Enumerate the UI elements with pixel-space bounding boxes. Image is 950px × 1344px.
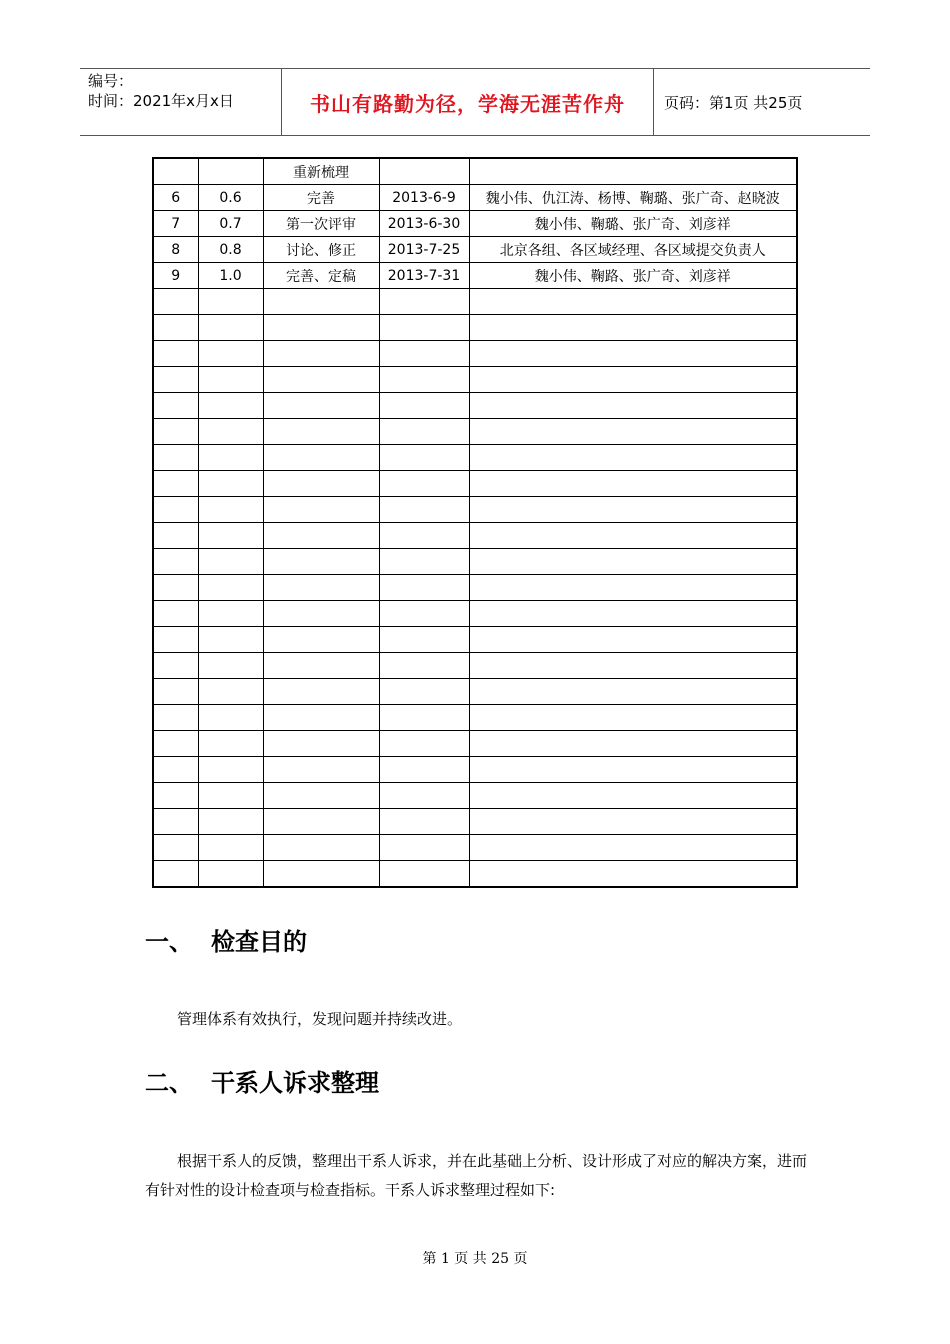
table-cell <box>153 705 198 731</box>
table-row <box>153 289 797 315</box>
table-cell <box>153 783 198 809</box>
table-cell: 2013-6-30 <box>379 211 469 237</box>
table-row <box>153 809 797 835</box>
table-cell <box>153 341 198 367</box>
table-cell <box>469 757 797 783</box>
table-cell <box>379 809 469 835</box>
table-cell <box>153 575 198 601</box>
table-cell <box>153 601 198 627</box>
table-cell <box>379 653 469 679</box>
table-cell <box>469 627 797 653</box>
table-cell <box>469 861 797 888</box>
table-cell <box>198 653 263 679</box>
table-cell <box>198 393 263 419</box>
table-cell <box>198 601 263 627</box>
table-cell <box>469 445 797 471</box>
table-cell <box>263 705 379 731</box>
table-cell <box>379 601 469 627</box>
table-cell: 1.0 <box>198 263 263 289</box>
table-cell <box>153 731 198 757</box>
table-row <box>153 393 797 419</box>
table-cell <box>153 445 198 471</box>
table-cell <box>263 601 379 627</box>
table-row <box>153 185 797 211</box>
section-1-title: 检查目的 <box>211 928 307 956</box>
table-cell <box>153 653 198 679</box>
table-row <box>153 523 797 549</box>
table-row <box>153 315 797 341</box>
table-row <box>153 263 797 289</box>
table-cell <box>469 289 797 315</box>
table-cell <box>263 315 379 341</box>
table-cell <box>263 289 379 315</box>
header-page-info: 页码：第1页 共25页 <box>664 93 803 112</box>
section-2-text: 根据干系人的反馈，整理出干系人诉求，并在此基础上分析、设计形成了对应的解决方案，进而有针对性的设计检查项与检查指标。干系人诉求整理过程如下: <box>145 1152 808 1199</box>
table-cell <box>263 497 379 523</box>
section-1-text: 管理体系有效执行，发现问题并持续改进。 <box>177 1010 463 1028</box>
table-cell: 8 <box>153 237 198 263</box>
table-cell <box>198 627 263 653</box>
table-cell <box>379 341 469 367</box>
table-cell: 0.6 <box>198 185 263 211</box>
table-row <box>153 835 797 861</box>
table-cell <box>379 393 469 419</box>
table-cell <box>263 549 379 575</box>
table-cell: 第一次评审 <box>263 211 379 237</box>
table-cell <box>379 549 469 575</box>
table-cell: 0.7 <box>198 211 263 237</box>
table-cell <box>198 367 263 393</box>
section-1-heading <box>145 922 307 957</box>
table-cell <box>153 315 198 341</box>
table-cell <box>263 419 379 445</box>
table-cell: 2013-6-9 <box>379 185 469 211</box>
table-cell: 讨论、修正 <box>263 237 379 263</box>
table-cell <box>379 861 469 888</box>
table-cell: 魏小伟、鞠璐、张广奇、刘彦祥 <box>469 211 797 237</box>
section-2-heading <box>145 1063 379 1098</box>
table-cell <box>263 393 379 419</box>
table-cell <box>263 367 379 393</box>
table-cell <box>379 289 469 315</box>
table-cell <box>469 549 797 575</box>
table-cell <box>469 367 797 393</box>
table-cell: 9 <box>153 263 198 289</box>
table-cell <box>379 731 469 757</box>
table-cell <box>379 367 469 393</box>
table-cell: 魏小伟、鞠路、张广奇、刘彦祥 <box>469 263 797 289</box>
table-cell <box>379 835 469 861</box>
table-cell <box>153 679 198 705</box>
table-cell <box>153 497 198 523</box>
table-cell <box>379 757 469 783</box>
table-row <box>153 367 797 393</box>
table-cell <box>198 471 263 497</box>
table-row <box>153 705 797 731</box>
table-row <box>153 497 797 523</box>
table-cell <box>263 783 379 809</box>
table-cell: 7 <box>153 211 198 237</box>
table-cell <box>379 679 469 705</box>
table-cell <box>469 679 797 705</box>
table-cell <box>379 471 469 497</box>
table-cell <box>153 523 198 549</box>
table-cell <box>469 393 797 419</box>
table-cell <box>469 419 797 445</box>
table-row <box>153 731 797 757</box>
table-cell: 重新梳理 <box>263 158 379 185</box>
table-row <box>153 861 797 888</box>
table-cell <box>469 158 797 185</box>
table-cell <box>469 809 797 835</box>
table-cell <box>153 627 198 653</box>
table-cell <box>469 835 797 861</box>
table-cell <box>153 549 198 575</box>
table-cell <box>198 158 263 185</box>
table-cell <box>198 289 263 315</box>
number-label: 编号： <box>88 72 134 90</box>
table-cell <box>263 341 379 367</box>
table-cell <box>263 731 379 757</box>
table-cell <box>469 471 797 497</box>
table-cell <box>263 861 379 888</box>
table-cell: 0.8 <box>198 237 263 263</box>
table-cell <box>198 679 263 705</box>
header-motto: 书山有路勤为径，学海无涯苦作舟 <box>282 69 654 135</box>
table-cell <box>469 731 797 757</box>
table-cell <box>263 653 379 679</box>
table-cell <box>379 158 469 185</box>
table-cell <box>198 809 263 835</box>
table-cell <box>198 783 263 809</box>
table-cell <box>198 419 263 445</box>
table-cell <box>153 419 198 445</box>
table-cell <box>469 315 797 341</box>
table-cell <box>153 158 198 185</box>
table-cell <box>153 289 198 315</box>
table-row <box>153 601 797 627</box>
table-cell <box>469 601 797 627</box>
table-cell <box>198 445 263 471</box>
page-header <box>80 68 870 136</box>
table-cell <box>198 757 263 783</box>
table-row <box>153 653 797 679</box>
table-cell <box>469 497 797 523</box>
table-cell <box>263 679 379 705</box>
table-cell <box>153 809 198 835</box>
table-cell <box>153 393 198 419</box>
table-cell <box>379 419 469 445</box>
table-row <box>153 549 797 575</box>
table-cell <box>263 835 379 861</box>
table-cell <box>198 523 263 549</box>
table-cell: 北京各组、各区域经理、各区域提交负责人 <box>469 237 797 263</box>
table-cell <box>379 523 469 549</box>
table-cell <box>153 367 198 393</box>
table-cell <box>469 523 797 549</box>
table-cell <box>198 549 263 575</box>
table-cell <box>379 783 469 809</box>
table-row <box>153 783 797 809</box>
page-footer: 第 1 页 共 25 页 <box>422 1251 528 1267</box>
table-row <box>153 471 797 497</box>
table-cell <box>198 575 263 601</box>
table-cell <box>469 705 797 731</box>
time-label: 时间：2021年x月x日 <box>88 92 234 110</box>
table-cell <box>379 627 469 653</box>
table-cell <box>263 757 379 783</box>
table-cell <box>263 627 379 653</box>
table-cell <box>379 575 469 601</box>
table-row <box>153 575 797 601</box>
table-cell: 2013-7-25 <box>379 237 469 263</box>
table-row <box>153 757 797 783</box>
table-cell <box>469 653 797 679</box>
table-cell <box>198 861 263 888</box>
table-cell <box>263 575 379 601</box>
table-row <box>153 679 797 705</box>
section-2-number: 二、 <box>145 1069 193 1097</box>
table-cell <box>153 757 198 783</box>
table-cell <box>153 835 198 861</box>
table-cell <box>198 341 263 367</box>
table-cell: 6 <box>153 185 198 211</box>
table-cell <box>198 497 263 523</box>
table-cell <box>153 861 198 888</box>
table-cell <box>469 575 797 601</box>
table-row <box>153 419 797 445</box>
table-cell: 完善、定稿 <box>263 263 379 289</box>
table-row <box>153 158 797 185</box>
table-cell <box>263 523 379 549</box>
revision-table <box>152 157 798 888</box>
table-cell <box>263 445 379 471</box>
table-cell <box>379 315 469 341</box>
table-cell <box>198 705 263 731</box>
table-cell: 2013-7-31 <box>379 263 469 289</box>
table-cell <box>198 731 263 757</box>
table-cell <box>379 705 469 731</box>
table-row <box>153 445 797 471</box>
header-meta <box>80 69 282 135</box>
table-cell <box>198 835 263 861</box>
table-row <box>153 211 797 237</box>
table-cell <box>469 341 797 367</box>
table-row <box>153 237 797 263</box>
table-cell <box>379 445 469 471</box>
table-cell: 魏小伟、仇江涛、杨博、鞠璐、张广奇、赵晓波 <box>469 185 797 211</box>
table-row <box>153 627 797 653</box>
table-cell <box>263 809 379 835</box>
table-cell <box>263 471 379 497</box>
table-cell <box>153 471 198 497</box>
table-cell <box>198 315 263 341</box>
table-row <box>153 341 797 367</box>
table-cell: 完善 <box>263 185 379 211</box>
section-2-title: 干系人诉求整理 <box>211 1069 379 1097</box>
section-1-number: 一、 <box>145 928 193 956</box>
table-cell <box>379 497 469 523</box>
table-cell <box>469 783 797 809</box>
